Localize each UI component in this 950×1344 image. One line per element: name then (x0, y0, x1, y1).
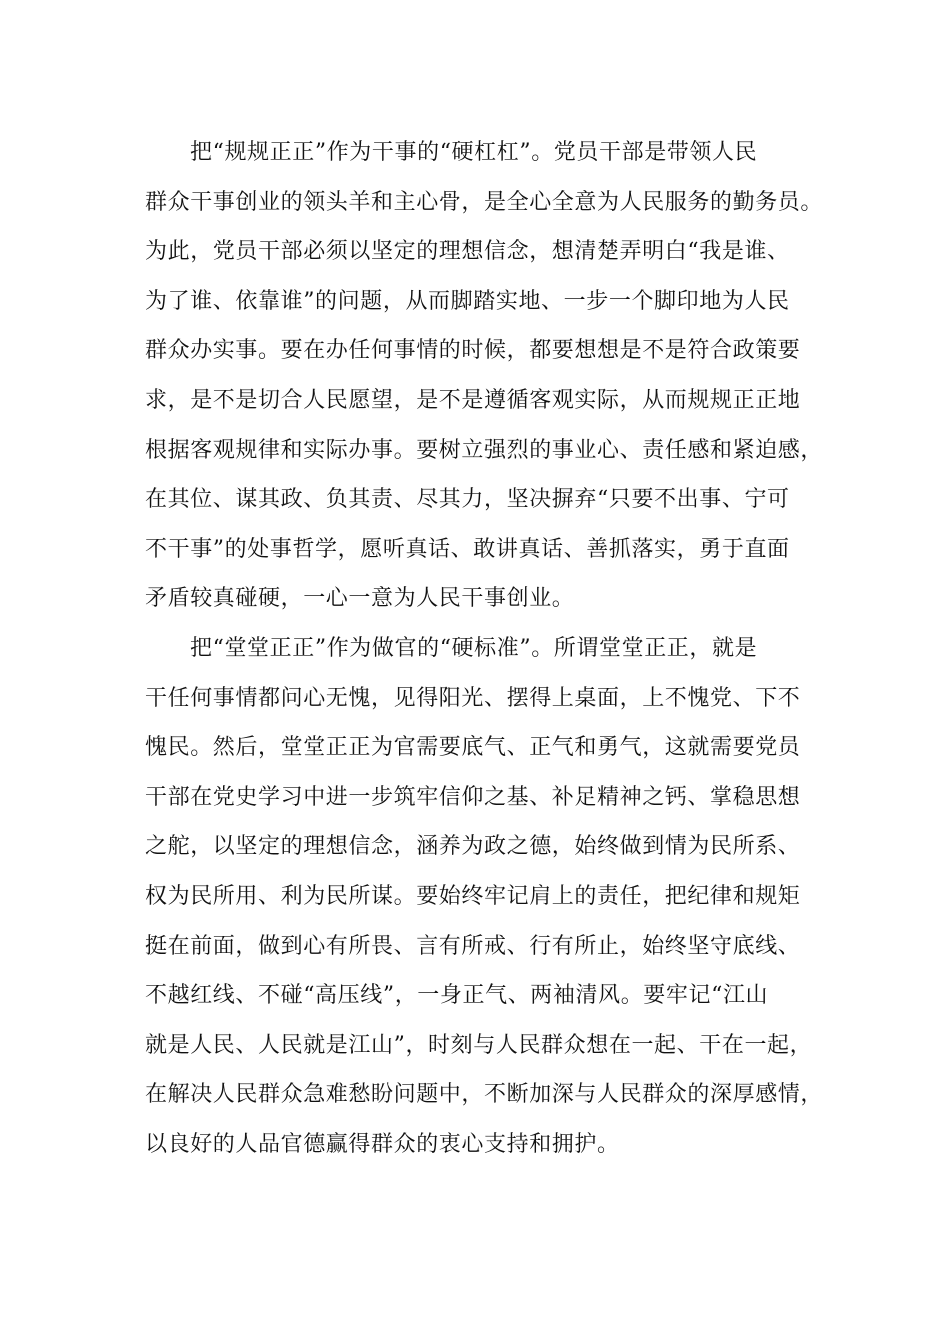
paragraph-line: 挺在前面，做到心有所畏、言有所戒、行有所止，始终坚守底线、 (145, 933, 801, 959)
paragraph-line: 把“规规正正”作为干事的“硬杠杠”。党员干部是带领人民 (190, 140, 758, 165)
paragraph-line: 为此，党员干部必须以坚定的理想信念，想清楚弄明白“我是谁、 (145, 239, 790, 265)
paragraph-line: 求，是不是切合人民愿望，是不是遵循客观实际，从而规规正正地 (145, 387, 801, 413)
paragraph-line: 不越红线、不碰“高压线”，一身正气、两袖清风。要牢记“江山 (145, 983, 769, 1009)
paragraph-2 (145, 624, 824, 1170)
paragraph-line: 愧民。然后，堂堂正正为官需要底气、正气和勇气，这就需要党员 (145, 735, 801, 761)
paragraph-line: 不干事”的处事哲学，愿听真话、敢讲真话、善抓落实，勇于直面 (145, 536, 790, 562)
paragraph-line: 为了谁、依靠谁”的问题，从而脚踏实地、一步一个脚印地为人民 (145, 288, 790, 314)
paragraph-line: 根据客观规律和实际办事。要树立强烈的事业心、责任感和紧迫感， (145, 437, 824, 463)
paragraph-1 (145, 128, 824, 624)
paragraph-line: 干任何事情都问心无愧，见得阳光、摆得上桌面，上不愧党、下不 (145, 685, 801, 711)
paragraph-line: 以良好的人品官德赢得群众的衷心支持和拥护。 (145, 1131, 620, 1157)
paragraph-line: 在其位、谋其政、负其责、尽其力，坚决摒弃“只要不出事、宁可 (145, 487, 790, 513)
paragraph-line: 就是人民、人民就是江山”，时刻与人民群众想在一起、干在一起， (145, 1032, 813, 1058)
paragraph-line: 群众干事创业的领头羊和主心骨，是全心全意为人民服务的勤务员。 (145, 189, 824, 215)
paragraph-line: 把“堂堂正正”作为做官的“硬标准”。所谓堂堂正正，就是 (190, 635, 758, 661)
paragraph-line: 在解决人民群众急难愁盼问题中，不断加深与人民群众的深厚感情， (145, 1082, 824, 1108)
paragraph-line: 干部在党史学习中进一步筑牢信仰之基、补足精神之钙、掌稳思想 (145, 784, 801, 810)
paragraph-line: 之舵，以坚定的理想信念，涵养为政之德，始终做到情为民所系、 (145, 834, 801, 860)
paragraph-line: 群众办实事。要在办任何事情的时候，都要想想是不是符合政策要 (145, 338, 801, 364)
paragraph-line: 权为民所用、利为民所谋。要始终牢记肩上的责任，把纪律和规矩 (145, 883, 801, 909)
paragraph-line: 矛盾较真碰硬，一心一意为人民干事创业。 (145, 586, 575, 612)
document-body (145, 128, 824, 1169)
